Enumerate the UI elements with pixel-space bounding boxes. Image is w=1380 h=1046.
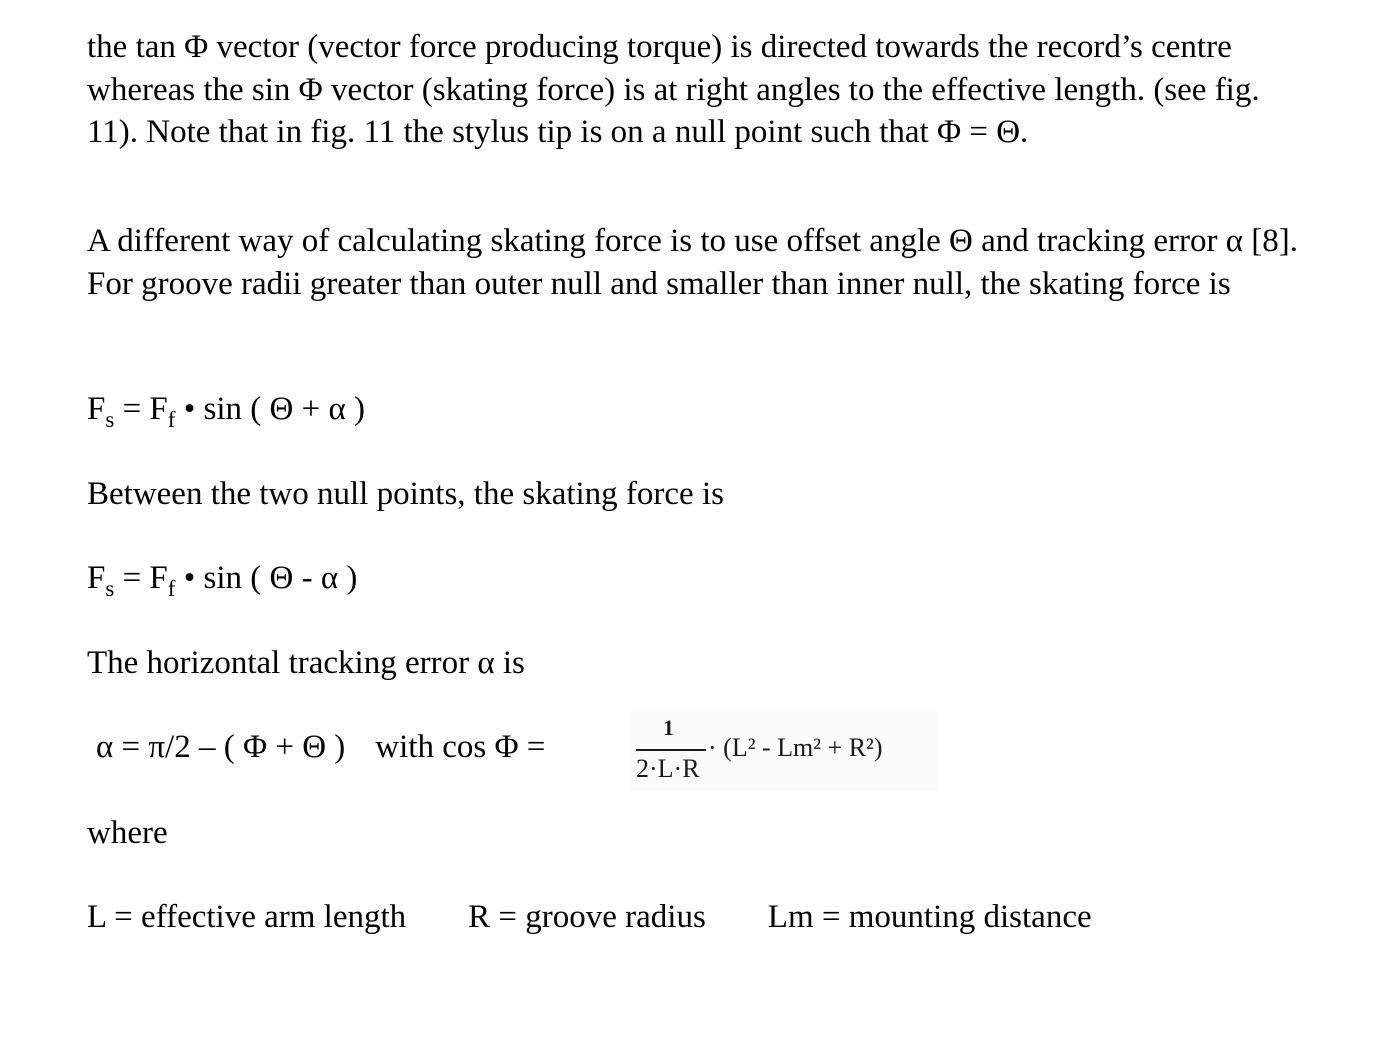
eq1-rhs: • sin ( Θ + α ) — [175, 391, 365, 427]
definition-R: R = groove radius — [468, 899, 706, 935]
fraction-denominator: 2·L·R — [636, 754, 700, 783]
text-between-null-points: Between the two null points, the skating force is — [87, 476, 724, 512]
eq1-lhs-subscript: s — [105, 407, 115, 432]
text-where: where — [87, 815, 168, 851]
fraction-numerator: 1 — [663, 715, 674, 740]
paragraph-tan-sin-vectors: the tan Φ vector (vector force producing torque) is directed towards the record’s centre whereas the sin Φ vector (skating force) is at right angles to the effective length. (see fig. 11). Note that in fig. 11 the stylus tip is on a null point such that Φ = Θ. — [87, 29, 1260, 150]
definition-Lm: Lm = mounting distance — [767, 899, 1092, 935]
eq1-mid: = F — [114, 391, 168, 427]
eq3-alpha-part: α = π/2 – ( Φ + Θ ) — [96, 729, 346, 765]
eq2-lhs-subscript: s — [105, 576, 115, 601]
definition-L: L = effective arm length — [87, 899, 407, 935]
text-horizontal-tracking-error: The horizontal tracking error α is — [87, 645, 525, 681]
fraction-bar — [636, 749, 706, 751]
eq2-mid-subscript: f — [167, 576, 176, 601]
paragraph-skating-force-method: A different way of calculating skating force is to use offset angle Θ and tracking error α [8]. For groove radii greater than outer null and smaller than inner null, the skating force is — [87, 223, 1298, 302]
eq3-with-part: with cos Φ = — [375, 729, 546, 765]
eq1-mid-subscript: f — [167, 407, 176, 432]
variable-definitions — [87, 896, 1092, 938]
equation-tracking-error — [96, 726, 545, 768]
equation-skating-force-between-nulls — [87, 557, 357, 602]
eq1-lhs: F — [87, 391, 106, 427]
fraction-rest: · (L² - Lm² + R²) — [708, 733, 883, 762]
eq2-lhs: F — [87, 560, 106, 596]
eq2-mid: = F — [114, 560, 168, 596]
equation-skating-force-outside-nulls — [87, 388, 365, 433]
eq2-rhs: • sin ( Θ - α ) — [175, 560, 358, 596]
cos-phi-fraction-image — [630, 711, 938, 791]
